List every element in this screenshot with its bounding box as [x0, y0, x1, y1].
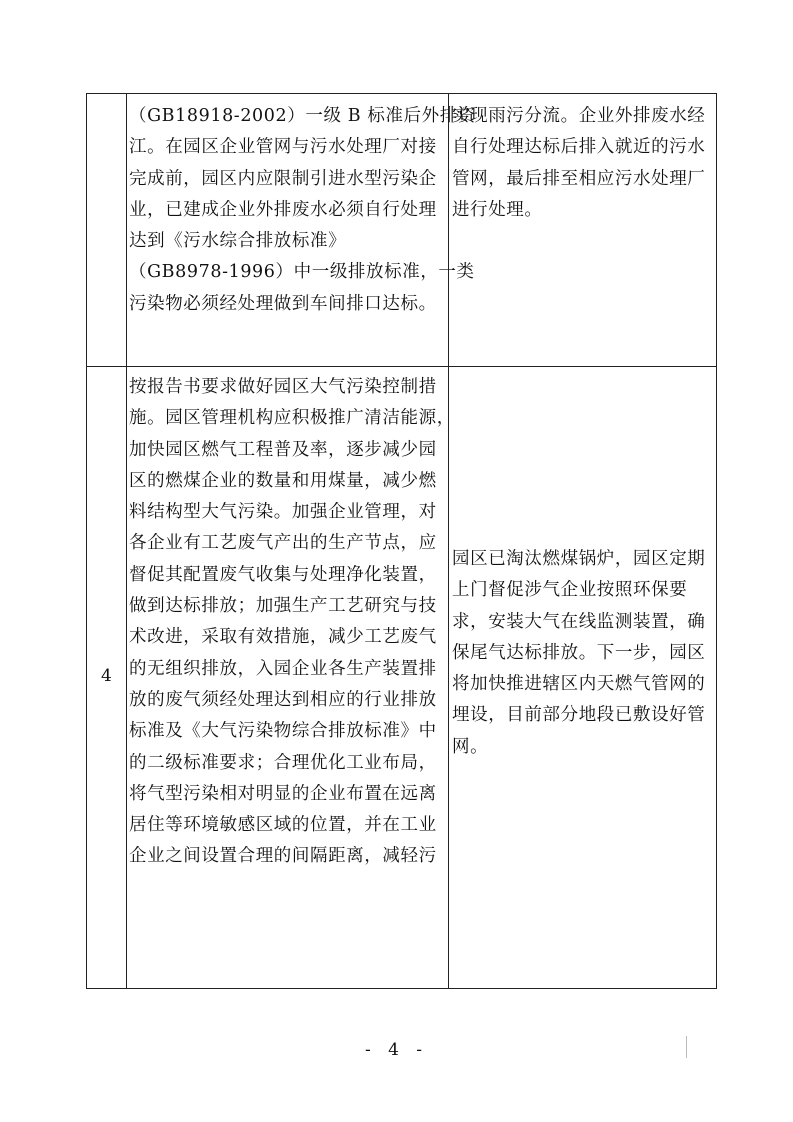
row-1-requirement-cell: [129, 101, 476, 320]
page-number: - 4 -: [364, 1040, 429, 1060]
implementation-line: 网。: [452, 736, 489, 757]
implementation-line: 园区已淘汰燃煤锅炉，园区定期: [452, 549, 706, 569]
requirement-line: 企业之间设置合理的间隔距离，减轻污: [129, 846, 437, 867]
requirement-line: 术改进，采取有效措施，减少工艺废气: [129, 627, 437, 648]
requirement-line: 业，已建成企业外排废水必须自行处理: [129, 199, 437, 220]
implementation-line: 求，安装大气在线监测装置，确: [452, 611, 706, 632]
row-1-number-cell: [87, 94, 126, 366]
implementation-line: 保尾气达标排放。下一步，园区: [452, 642, 706, 663]
implementation-line: 进行处理。: [452, 199, 543, 220]
requirement-line: 放的废气须经处理达到相应的行业排放: [129, 689, 437, 710]
requirement-line: 完成前，园区内应限制引进水型污染企: [129, 168, 437, 189]
requirement-line: 居住等环境敏感区域的位置，并在工业: [129, 815, 437, 836]
row-divider: [87, 366, 716, 367]
requirement-line: 施。园区管理机构应积极推广清洁能源，: [129, 408, 455, 429]
row-2-requirement-cell: [129, 372, 455, 873]
column-divider-implementation: [448, 94, 449, 988]
content-table: [86, 93, 717, 989]
requirement-line: 各企业有工艺废气产出的生产节点，应: [129, 533, 437, 554]
requirement-line: 按报告书要求做好园区大气污染控制措: [129, 377, 437, 397]
requirement-line: （GB18918-2002）一级 B 标准后外排资: [129, 106, 476, 126]
requirement-line: 区的燃煤企业的数量和用煤量，减少燃: [129, 470, 437, 491]
requirement-line: 江。在园区企业管网与污水处理厂对接: [129, 137, 437, 158]
row-2-implementation-cell: [452, 544, 714, 763]
margin-mark: [686, 1036, 687, 1058]
requirement-line: 的无组织排放，入园企业各生产装置排: [129, 658, 437, 679]
requirement-line: 污染物必须经处理做到车间排口达标。: [129, 293, 437, 314]
implementation-line: 自行处理达标后排入就近的污水: [452, 137, 706, 158]
requirement-line: 标准及《大气污染物综合排放标准》中: [129, 721, 437, 742]
requirement-line: 将气型污染相对明显的企业布置在远离: [129, 783, 437, 804]
requirement-line: （GB8978-1996）中一级排放标准，一类: [129, 262, 475, 283]
implementation-line: 将加快推进辖区内天燃气管网的: [452, 674, 706, 695]
column-divider-number: [126, 94, 127, 988]
implementation-line: 管网，最后排至相应污水处理厂: [452, 168, 706, 189]
requirement-line: 达到《污水综合排放标准》: [129, 231, 347, 252]
requirement-line: 料结构型大气污染。加强企业管理，对: [129, 502, 437, 523]
implementation-line: 埋设，目前部分地段已敷设好管: [452, 705, 706, 726]
implementation-line: 实现雨污分流。企业外排废水经: [452, 106, 706, 126]
requirement-line: 的二级标准要求；合理优化工业布局，: [129, 752, 437, 773]
requirement-line: 做到达标排放；加强生产工艺研究与技: [129, 596, 437, 617]
requirement-line: 加快园区燃气工程普及率，逐步减少园: [129, 439, 437, 460]
requirement-line: 督促其配置废气收集与处理净化装置，: [129, 564, 437, 585]
row-2-number: 4: [101, 666, 112, 686]
implementation-line: 上门督促涉气企业按照环保要: [452, 580, 688, 601]
row-1-implementation-cell: [452, 101, 714, 226]
